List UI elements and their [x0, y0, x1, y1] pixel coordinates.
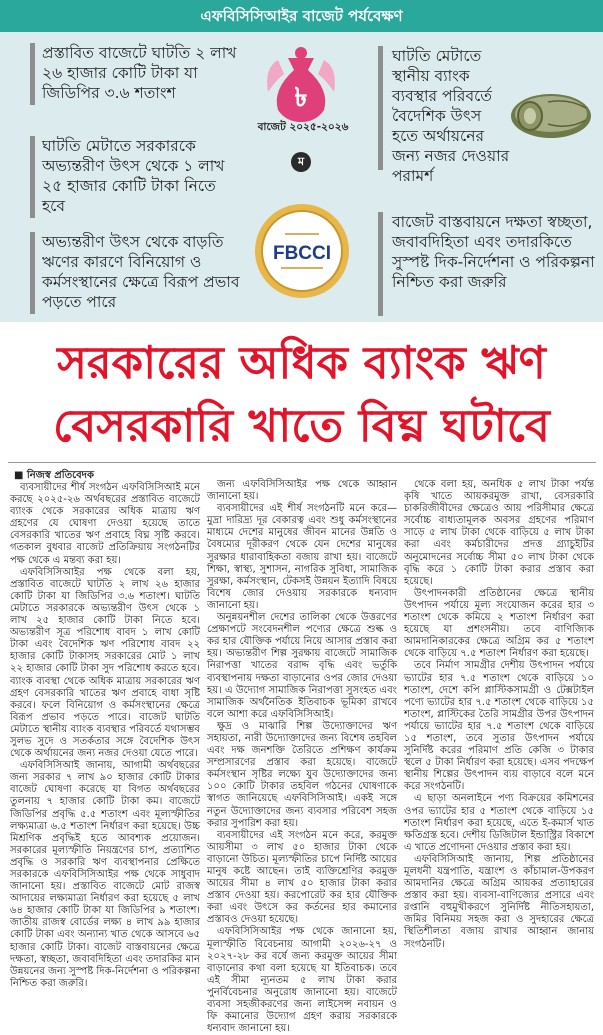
point-foreign-financing: ঘাটতি মেটাতে স্থানীয় ব্যাংক ব্যবস্থার পরিবর্তে বৈদেশিক উৎস হতে অর্থায়নের জন্য নজর দেওয়ার পরামর্শ [392, 47, 510, 185]
paragraph: ক্ষুদ্র ও মাঝারি শিল্প উদ্যোক্তাদের ঋণ সহায়তা, নারী উদ্যোক্তাদের জন্য বিশেষ তহবিল এবং দক্ষ জনশক্তি তৈরিতে প্রশিক্ষণ কার্যক্রম সম্প্রসারণের প্রস্তাব করা হয়েছে। বাজেটে কর্মসংস্থান সৃষ্টির লক্ষ্যে যুব উদ্যোক্তাদের জন্য ১০০ কোটি টাকার তহবিল গঠনের ঘোষণাকে স্বাগত জানিয়েছে এফবিসিসিআই। একই সঙ্গে নতুন উদ্যোক্তাদের জন্য ব্যবসার পরিবেশ সহজ করার সুপারিশ করা হয়। [207, 720, 397, 829]
paragraph: উৎপাদনকারী প্রতিষ্ঠানের ক্ষেত্রে স্থানীয় উৎপাদন পর্যায়ে মূল্য সংযোজন করের হার ৩ শতাংশ থেকে কমিয়ে ২ শতাংশ নির্ধারণ করা হয়েছে যা প্রশংসনীয়। তবে বাণিজ্যিক আমদানিকারকের ক্ষেত্রে অগ্রিম কর ৫ শতাংশ থেকে বাড়িয়ে ৭.৫ শতাংশ নির্ধারণ করা হয়েছে। [404, 587, 594, 660]
point-marker [30, 232, 35, 314]
point-marker [30, 136, 35, 218]
paragraph: এফবিসিসিআইর পক্ষ থেকে জানানো হয়, মূল্যস্ফীতি বিবেচনায় আগামী ২০২৬-২৭ ও ২০২৭-২৮ কর বর্ষে জন্য করমুক্ত আয়ের সীমা বাড়ানোর কথা বলা হয়েছে যা ইতিবাচক। তবে এই সীমা ন্যূনতম ৫ লাখ টাকা করার পুনর্বিবেচনার অনুরোধ জানানো হয়। বাজেটে ব্যবসা সহজীকরণের জন্য লাইসেন্স নবায়ন ও ফি কমানোর উদ্যোগ গ্রহণ করায় সরকারকে ধন্যবাদ জানানো হয়। [207, 926, 397, 1035]
fbcci-text: FBCCI [272, 243, 332, 264]
paragraph: এফবিসিসিআই জানায়, শিল্প প্রতিষ্ঠানের মূলধনী যন্ত্রপাতি, যন্ত্রাংশ ও কাঁচামাল-উপকরণ আমদানির ক্ষেত্রে অগ্রিম আয়কর প্রত্যাহারের প্রস্তাব করা হয়। ব্যবসা-বাণিজ্যের প্রসারে এবং রপ্তানি বহুমুখীকরণে সুনির্দিষ্ট নীতিসহায়তা, জমির বিনিময় সহজ করা ও সুদহারের ক্ষেত্রে স্থিতিশীলতা বজায় রাখার আহ্বান জানায় সংগঠনটি। [404, 853, 594, 950]
budget-review-panel [0, 0, 603, 322]
paragraph: ব্যবসায়ীদের এই সংগঠন মনে করে, করমুক্ত আয়সীমা ৩ লাখ ৫০ হাজার টাকা থেকে বাড়ানো উচিত। মূল্যস্ফীতির চাপে নির্দিষ্ট আয়ের মানুষ কষ্টে আছেন। তাই ব্যক্তিশ্রেণির করমুক্ত আয়ের সীমা ৪ লাখ ৫০ হাজার টাকা করার প্রস্তাব দেওয়া হয়। করপোরেট কর হার যৌক্তিক করা এবং উৎসে কর কর্তনের হার কমানোর প্রস্তাবও দেওয়া হয়েছে। [207, 829, 397, 926]
paragraph: এফবিসিসিআইর পক্ষ থেকে বলা হয়, প্রস্তাবিত বাজেটে ঘাটতি ২ লাখ ২৬ হাজার কোটি টাকা যা জিডিপির ৩.৬ শতাংশ। ঘাটতি মেটাতে সরকারকে অভ্যন্তরীণ উৎস থেকে ১ লাখ ২৫ হাজার কোটি টাকা নিতে হবে। অভ্যন্তরীণ সূত্র পরিশোধ বাবদ ১ লাখ কোটি টাকা এবং বৈদেশিক ঋণ পরিশোধ বাবদ ২২ হাজার কোটি টাকাসহ সরকারের মোট ১ লাখ ২২ হাজার কোটি টাকা সুদ পরিশোধ করতে হবে। ব্যাংক ব্যবস্থা থেকে অধিক মাত্রায় সরকারের ঋণ গ্রহণ বেসরকারি খাতের ঋণ প্রবাহে বাধা সৃষ্টি করবে। ফলে বিনিয়োগ ও কর্মসংস্থানের ক্ষেত্রে বিরূপ প্রভাব পড়তে পারে। বাজেট ঘাটতি মেটাতে স্থানীয় ব্যাংক ব্যবস্থার পরিবর্তে যথাসম্ভব সুলভ সুদে ও সতর্কতার সঙ্গে বৈদেশিক উৎস থেকে অর্থায়নের জন্য নজর দেওয়া যেতে পারে। [10, 566, 200, 760]
budget-year-label: বাজেট ২০২৫-২০২৬ [257, 121, 349, 133]
paragraph: ব্যবসায়ীদের শীর্ষ সংগঠন এফবিসিসিআই মনে করছে ২০২৫-২৬ অর্থবছরের প্রস্তাবিত বাজেটে ব্যাংক থেকে সরকারের অধিক মাত্রায় ঋণ গ্রহণের যে ঘোষণা দেওয়া হয়েছে তাতে বেসরকারি খাতের ঋণ প্রবাহে বিঘ্ন সৃষ্টি করবে। গতকাল বুধবার বাজেট প্রতিক্রিয়ায় সংগঠনটির পক্ষ থেকে এ মন্তব্য করা হয়। [10, 482, 200, 566]
divider-glyph: ম [291, 152, 311, 172]
article-column-2 [207, 479, 397, 1035]
paragraph: থেকে বলা হয়, অনধিক ৫ লাখ টাকা পর্যন্ত কৃষি খাতে আয়করমুক্ত রাখা, বেসরকারি চাকরিজীবীদের ক্ষেত্রেও আয় পরিসীমার ক্ষেত্রে সর্বোচ্চ বাধ্যতামূলক অবসর গ্রহণের পরিমাণ সাড়ে ৫ লাখ টাকা থেকে বাড়িয়ে ৫ লাখ টাকা করা এবং কর্মচারীদের প্রদত্ত গ্র্যাচুইটির অনুমোদনের সর্বোচ্চ সীমা ৫০ লাখ টাকা থেকে বৃদ্ধি করে ১ কোটি টাকা করার প্রস্তাব করা হয়েছে। [404, 479, 594, 587]
article-column-3 [404, 479, 594, 957]
paragraph: এ ছাড়া অনলাইনে পণ্য বিক্রয়ের কমিশনের ওপর ভ্যাটের হার ৫ শতাংশ থেকে বাড়িয়ে ১৫ শতাংশ নির্ধারণ করা হয়েছে, এতে ই-কমার্স খাত ক্ষতিগ্রস্ত হবে। দেশীয় ডিজিটাল ইন্ডাস্ট্রির বিকাশে এ খাতে প্রণোদনা দেওয়ার প্রস্তাব করা হয়। [404, 793, 594, 853]
article-divider [8, 462, 596, 463]
paragraph: অনুন্নয়নশীল দেশের তালিকা থেকে উত্তরণের প্রেক্ষাপটে সংবেদনশীল পণ্যের ক্ষেত্রে শুল্ক ও কর হার যৌক্তিক পর্যায়ে নিয়ে আসার প্রস্তাব করা হয়। অভ্যন্তরীণ শিল্প সুরক্ষায় বাজেটে সামাজিক নিরাপত্তা খাতের বরাদ্দ বৃদ্ধি এবং ভর্তুকি ব্যবস্থাপনায় দক্ষতা বাড়ানোর ওপর জোর দেওয়া হয়। এ উদ্যোগ সামাজিক নিরাপত্তা সুসংহত এবং সামাজিক অর্থনৈতিক ইতিবাচক ভূমিকা রাখবে বলে আশা করে এফবিসিসিআই। [207, 612, 397, 720]
headline-line-1: সরকারের অধিক ব্যাংক ঋণ [57, 336, 546, 389]
point-marker [378, 212, 383, 316]
paragraph: তবে নির্মাণ সামগ্রীর দেশীয় উৎপাদন পর্যায়ে ভ্যাটের হার ৭.৫ শতাংশ থেকে বাড়িয়ে ১০ শতাংশ, দেশে কপি প্লাস্টিকসামগ্রী ও টেক্সটাইল পণ্যে ভ্যাটের হার ৭.৫ শতাংশ থেকে বাড়িয়ে ১৫ শতাংশ, প্লাস্টিকের তৈরি সামগ্রীর উপর উৎপাদন পর্যায়ে ভ্যাটের হার ৭.৫ শতাংশ থেকে বাড়িয়ে ১৫ শতাংশ, তবে সুতার উৎপাদন পর্যায়ে সুনির্দিষ্ট করের পরিমাণ প্রতি কেজি ৩ টাকার স্থলে ৫ টাকা নির্ধারণ করা হয়েছে। এসব পদক্ষেপ স্থানীয় শিল্পের উৎপাদন ব্যয় বাড়াবে বলে মনে করে সংগঠনটি। [404, 660, 594, 793]
money-roll-icon [508, 78, 594, 150]
paragraph: এফবিসিসিআই জানায়, আগামী অর্থবছরের জন্য সরকার ৭ লাখ ৯০ হাজার কোটি টাকার বাজেট ঘোষণা করেছে যা বিগত অর্থবছরের তুলনায় ৭ হাজার কোটি টাকা কম। বাজেটে জিডিপির প্রবৃদ্ধি ৫.৫ শতাংশ এবং মূল্যস্ফীতির লক্ষ্যমাত্রা ৬.৫ শতাংশ নির্ধারণ করা হয়েছে। উচ্চ মিশ্রণিক প্রবৃদ্ধিই হতে আবশ্যক প্রয়োজন। সরকারের মূল্যস্ফীতি নিয়ন্ত্রণের চাপ, প্রত্যাশিত প্রবৃদ্ধি ও সরকারি ঋণ ব্যবস্থাপনার প্রেক্ষিতে সরকারকে এফবিসিসিআইর পক্ষ থেকে সাধুবাদ জানানো হয়। প্রস্তাবিত বাজেটে মোট রাজস্ব আদায়ের লক্ষ্যমাত্রা নির্ধারণ করা হয়েছে ৫ লাখ ৬৪ হাজার কোটি টাকা যা জিডিপির ৯ শতাংশ। জাতীয় রাজস্ব বোর্ডের লক্ষ্য ৪ লাখ ৯৯ হাজার কোটি টাকা এবং অন্যান্য খাত থেকে আসবে ৬৫ হাজার কোটি টাকা। বাজেট বাস্তবায়নের ক্ষেত্রে দক্ষতা, স্বচ্ছতা, জবাবদিহিতা এবং তদারকির মান উন্নয়নের জন্য সুস্পষ্ট দিক-নির্দেশনা ও পরিকল্পনা নিশ্চিত করা জরুরি। [10, 760, 200, 989]
point-implementation: বাজেট বাস্তবায়নে দক্ষতা স্বচ্ছতা, জবাবদিহিতা এবং তদারকিতে সুস্পষ্ট দিক-নির্দেশনা ও পরিকল্পনা নিশ্চিত করা জরুরি [392, 213, 595, 291]
point-investment-impact: অভ্যন্তরীণ উৎস থেকে বাড়তি ঋণের কারণে বিনিয়োগ ও কর্মসংস্থানের ক্ষেত্রে বিরূপ প্রভাব পড়তে পারে [42, 233, 240, 311]
point-marker [378, 46, 383, 170]
article-column-1 [10, 482, 200, 989]
paragraph: ব্যবসায়ীদের এই শীর্ষ সংগঠনটি মনে করে—মুদ্রা দারিদ্র্য দূর বেকারত্ব এবং শুধু কর্মসংস্থানের মাধ্যমে দেশের মানুষের জীবন মানের উন্নতি ও বৈষম্যের দূরীকরণ থেকে যেন দেশের মানুষের সুরক্ষার ধারাবাহিকতা বজায় রাখা হয়। বাজেটে শিক্ষা, স্বাস্থ্য, সুশাসন, নাগরিক সুবিধা, সামাজিক সুরক্ষা, কর্মসংস্থান, টেকসই উন্নয়ন ইত্যাদি বিষয়ে বিশেষ জোর দেওয়ায় সরকারকে ধন্যবাদ জানানো হয়। [207, 503, 397, 611]
panel-banner: এফবিসিসিআইর বাজেট পর্যবেক্ষণ [0, 0, 603, 32]
point-marker [30, 43, 35, 105]
headline-line-2: বেসরকারি খাতে বিঘ্ন ঘটাবে [53, 399, 550, 452]
paragraph: জন্য এফবিসিসিআইর পক্ষ থেকে আহ্বান জানানো হয়। [207, 479, 397, 503]
fbcci-logo-icon [253, 202, 351, 300]
taka-symbol: ৳ [294, 83, 308, 113]
byline: ■ নিজস্ব প্রতিবেদক [14, 470, 94, 481]
point-domestic-borrowing: ঘাটতি মেটাতে সরকারকে অভ্যন্তরীণ উৎস থেকে ১ লাখ ২৫ হাজার কোটি টাকা নিতে হবে [42, 137, 225, 215]
point-deficit: প্রস্তাবিত বাজেটে ঘাটতি ২ লাখ ২৬ হাজার কোটি টাকা যা জিডিপির ৩.৬ শতাংশ [42, 44, 237, 102]
budget-bag-icon [258, 40, 344, 130]
